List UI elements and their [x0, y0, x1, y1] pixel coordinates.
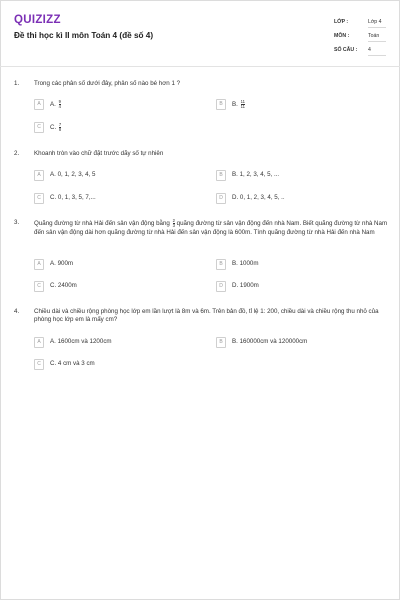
quizizz-logo: QUIZIZZ: [14, 14, 61, 26]
question-4-option-b[interactable]: [216, 337, 386, 347]
option-letter-box: C: [34, 193, 44, 204]
option-text: B. 1, 2, 3, 4, 5, ...: [232, 171, 280, 178]
option-text: B. 160000cm và 120000cm: [232, 338, 308, 345]
option-letter-box: A: [34, 337, 44, 348]
option-text: A. 1600cm và 1200cm: [50, 338, 112, 345]
question-4-text: Chiều dài và chiều rộng phòng học lớp em lần lượt là 8m và 6m. Trên bản đồ, tỉ lệ 1: 200, chiều dài và chiều rộng thu nhỏ của phòng học lớp em là mấy cm?: [34, 308, 379, 324]
subject-value: Toán: [368, 33, 386, 42]
question-1-number: 1.: [14, 80, 20, 87]
header-divider: [0, 66, 400, 67]
question-4-number: 4.: [14, 308, 20, 315]
question-3-option-c[interactable]: [34, 281, 204, 291]
option-letter-box: C: [34, 359, 44, 370]
option-text: C. 2400m: [50, 282, 77, 289]
option-text: A. 900m: [50, 260, 74, 267]
question-2-option-b[interactable]: [216, 170, 386, 180]
question-2-option-c[interactable]: [34, 193, 204, 203]
class-value: Lớp 4: [368, 19, 386, 28]
fraction: $\frac{9}{4}$: [58, 99, 61, 109]
fraction: $\frac{11}{11}$: [240, 99, 245, 109]
page-title: Đề thi học kì II môn Toán 4 (đề số 4): [14, 31, 154, 40]
option-text: C. $\frac{7}{8}$: [50, 122, 62, 132]
option-letter-box: B: [216, 170, 226, 181]
option-text: C. 4 cm và 3 cm: [50, 360, 95, 367]
question-3-text: Quãng đường từ nhà Hải đến sân vận động bằng $\frac{2}{3}$ quãng đường từ sân vận động đến nhà Nam. Biết quãng đường từ nhà Nam đến sân vận động dài hơn quãng đường từ nhà Hải đến sân vận động là 600m. Tính quãng đường từ nhà Hải đến nhà Nam: [34, 218, 388, 236]
count-value: 4: [368, 47, 386, 56]
question-3-number: 3.: [14, 219, 20, 226]
option-letter-box: B: [216, 99, 226, 110]
option-letter-box: B: [216, 337, 226, 348]
option-letter-box: C: [34, 281, 44, 292]
question-3-option-a[interactable]: [34, 259, 204, 269]
question-2-number: 2.: [14, 150, 20, 157]
fraction: $\frac{2}{3}$: [172, 218, 175, 228]
question-4-option-a[interactable]: [34, 337, 204, 347]
subject-label: MÔN :: [334, 33, 350, 39]
option-letter-box: A: [34, 259, 44, 270]
option-letter-box: B: [216, 259, 226, 270]
option-text: C. 0, 1, 3, 5, 7,...: [50, 194, 96, 201]
question-1-option-b[interactable]: [216, 99, 386, 109]
question-1-text: Trong các phân số dưới đây, phân số nào bé hơn 1 ?: [34, 80, 181, 87]
question-3-option-b[interactable]: [216, 259, 386, 269]
option-text: B. $\frac{11}{11}$: [232, 99, 245, 109]
option-text: D. 1900m: [232, 282, 259, 289]
option-text: D. 0, 1, 2, 3, 4, 5, ..: [232, 194, 285, 201]
fraction: $\frac{7}{8}$: [58, 122, 62, 132]
option-letter-box: A: [34, 99, 44, 110]
question-1-option-a[interactable]: [34, 99, 204, 109]
option-text: A. $\frac{9}{4}$: [50, 99, 61, 109]
question-2-option-a[interactable]: [34, 170, 204, 180]
count-label: SỐ CÂU :: [334, 47, 358, 53]
option-letter-box: A: [34, 170, 44, 181]
question-2-option-d[interactable]: [216, 193, 386, 203]
option-letter-box: D: [216, 281, 226, 292]
option-text: B. 1000m: [232, 260, 259, 267]
class-label: LỚP :: [334, 19, 349, 25]
option-letter-box: C: [34, 122, 44, 133]
question-1-option-c[interactable]: [34, 122, 204, 132]
option-text: A. 0, 1, 2, 3, 4, 5: [50, 171, 96, 178]
question-2-text: Khoanh tròn vào chữ đặt trước dãy số tự nhiên: [34, 150, 164, 157]
question-4-option-c[interactable]: [34, 359, 204, 369]
option-letter-box: D: [216, 193, 226, 204]
question-3-option-d[interactable]: [216, 281, 386, 291]
